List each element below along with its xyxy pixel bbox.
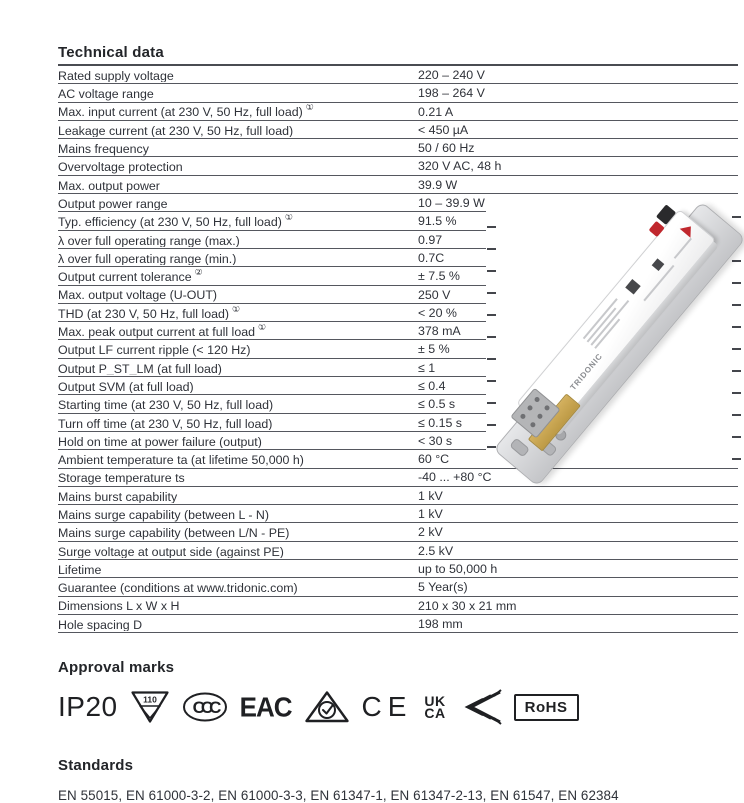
spec-label: Mains surge capability (between L/N - PE): [58, 526, 290, 540]
ua-conformity-wing-icon: [458, 689, 502, 725]
table-row: [58, 505, 738, 523]
spec-label: Mains surge capability (between L - N): [58, 508, 269, 522]
standards-title: Standards: [58, 757, 134, 775]
footnote-marker: ②: [194, 269, 203, 278]
table-row: [58, 487, 738, 505]
spec-value: 1 kV: [418, 488, 443, 503]
table-row: [58, 121, 738, 139]
spec-value: 0.7C: [418, 250, 445, 265]
spec-label: AC voltage range: [58, 87, 154, 101]
spec-value: ≤ 1: [418, 360, 436, 375]
table-row: [58, 597, 738, 615]
spec-value: 2 kV: [418, 525, 443, 540]
spec-label: Output LF current ripple (< 120 Hz): [58, 343, 251, 357]
spec-label: Output current tolerance ②: [58, 269, 203, 284]
spec-label: Mains frequency: [58, 142, 149, 156]
spec-value: 198 – 264 V: [418, 86, 485, 101]
photo-tick-marks-left: [487, 226, 496, 454]
spec-value: 198 mm: [418, 616, 463, 631]
thermal-protection-110-icon: [130, 690, 170, 724]
technical-data-title: Technical data: [58, 44, 738, 66]
spec-label: Dimensions L x W x H: [58, 599, 180, 614]
spec-label: Storage temperature ts: [58, 471, 185, 485]
spec-label: Starting time (at 230 V, 50 Hz, full load): [58, 398, 274, 412]
table-row: [58, 578, 738, 596]
ukca-line1: UK: [424, 693, 446, 710]
footnote-marker: ①: [305, 104, 314, 113]
spec-label: THD (at 230 V, 50 Hz, full load) ①: [58, 305, 241, 321]
spec-label: Max. input current (at 230 V, 50 Hz, full load) ①: [58, 104, 314, 119]
spec-value: ± 7.5 %: [418, 269, 460, 284]
standards-list: EN 55015, EN 61000-3-2, EN 61000-3-3, EN 61347-1, EN 61347-2-13, EN 61547, EN 62384: [58, 788, 619, 803]
spec-label: λ over full operating range (min.): [58, 251, 237, 266]
spec-value: 378 mA: [418, 324, 461, 339]
spec-label: Surge voltage at output side (against PE): [58, 544, 284, 559]
spec-label: Hole spacing D: [58, 617, 143, 632]
spec-value: ≤ 0.4: [418, 378, 446, 393]
spec-value: < 450 µA: [418, 122, 469, 137]
spec-value: 50 / 60 Hz: [418, 141, 475, 156]
spec-value: 1 kV: [418, 507, 443, 522]
ce-mark: CE: [361, 691, 413, 723]
spec-value: 220 – 240 V: [418, 67, 485, 82]
approval-marks-title: Approval marks: [58, 659, 175, 677]
qr-code: [652, 258, 665, 271]
approval-marks-row: [58, 685, 738, 729]
tray-slot: [509, 438, 530, 458]
rohs-mark: RoHS: [514, 694, 579, 721]
spec-label: Guarantee (conditions at www.tridonic.com): [58, 581, 298, 595]
spec-value: ≤ 0.15 s: [418, 415, 462, 430]
spec-value: < 20 %: [418, 305, 457, 320]
label-fine-print: [674, 238, 692, 259]
table-row: [58, 139, 738, 157]
spec-label: Max. peak output current at full load ①: [58, 324, 267, 339]
table-row: [58, 103, 738, 121]
spec-label: Output P_ST_LM (at full load): [58, 361, 222, 376]
spec-label: Turn off time (at 230 V, 50 Hz, full load): [58, 416, 273, 431]
spec-value: 5 Year(s): [418, 580, 468, 595]
spec-label: Overvoltage protection: [58, 160, 183, 174]
spec-label: Rated supply voltage: [58, 69, 174, 83]
eac-mark: EAC: [239, 690, 292, 723]
spec-value: 0.97: [418, 232, 443, 247]
ip20-mark: IP20: [58, 691, 118, 723]
spec-label: Ambient temperature ta (at lifetime 50,000 h): [58, 453, 304, 467]
spec-label: Lifetime: [58, 563, 102, 577]
spec-value: ± 5 %: [418, 342, 450, 357]
spec-label: Hold on time at power failure (output): [58, 434, 262, 449]
warning-triangle-sticker: [680, 222, 697, 238]
svg-text:CCC: CCC: [192, 698, 218, 718]
table-row: [58, 84, 738, 102]
table-row: [58, 66, 738, 84]
spec-label: Max. output voltage (U-OUT): [58, 288, 218, 302]
spec-label: λ over full operating range (max.): [58, 233, 240, 248]
table-row: [58, 157, 738, 175]
spec-label: Mains burst capability: [58, 489, 178, 504]
footnote-marker: ①: [258, 324, 267, 333]
table-row: [58, 560, 738, 578]
table-row: [58, 176, 738, 194]
table-row: [58, 615, 738, 633]
table-row: [58, 542, 738, 560]
spec-value: 91.5 %: [418, 214, 457, 229]
spec-value: 60 °C: [418, 452, 450, 467]
spec-label: Output power range: [58, 197, 168, 211]
ukca-mark: [424, 693, 446, 722]
terminal-screws: [519, 413, 526, 420]
spec-value: 39.9 W: [418, 177, 458, 192]
ccc-mark-icon: [182, 691, 228, 723]
footnote-marker: ①: [232, 305, 241, 314]
spec-value: 320 V AC, 48 h: [418, 159, 502, 174]
spec-value: < 30 s: [418, 433, 453, 448]
spec-value: -40 ... +80 °C: [418, 470, 492, 485]
spec-value: ≤ 0.5 s: [418, 397, 456, 412]
spec-value: 2.5 kV: [418, 543, 454, 558]
qr-code: [625, 279, 640, 294]
spec-value: 250 V: [418, 287, 451, 302]
table-row: [58, 469, 738, 487]
product-photo: [486, 203, 744, 466]
spec-label: Max. output power: [58, 178, 160, 193]
spec-value: 210 x 30 x 21 mm: [418, 598, 517, 613]
spec-value: 10 – 39.9 W: [418, 196, 485, 211]
spec-label: Leakage current (at 230 V, 50 Hz, full load): [58, 123, 294, 138]
footnote-marker: ①: [284, 214, 293, 223]
table-row: [58, 523, 738, 541]
ukca-line2: CA: [424, 705, 446, 722]
spec-value: 0.21 A: [418, 104, 454, 119]
spec-label: Output SVM (at full load): [58, 380, 194, 394]
svg-text:110: 110: [142, 694, 157, 705]
rcm-mark-icon: [304, 690, 350, 724]
spec-label: Typ. efficiency (at 230 V, 50 Hz, full load) ①: [58, 214, 293, 229]
brand-label: TRIDONIC: [568, 351, 605, 392]
spec-value: up to 50,000 h: [418, 561, 498, 576]
